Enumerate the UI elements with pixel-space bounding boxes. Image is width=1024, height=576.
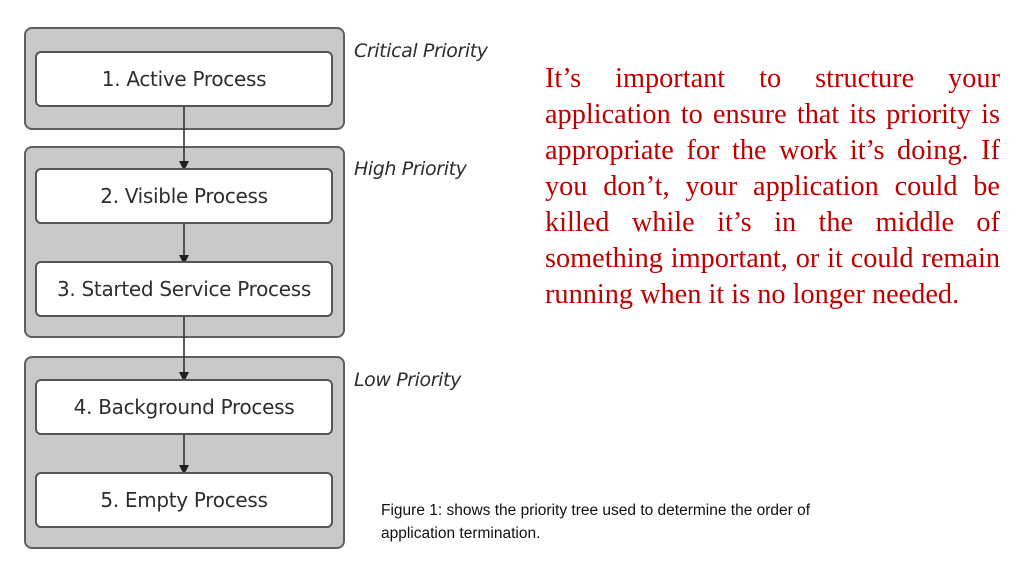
- node-active-process: 1. Active Process: [35, 51, 333, 107]
- low-priority-label: Low Priority: [354, 369, 461, 391]
- node-empty-process: 5. Empty Process: [35, 472, 333, 528]
- node-started-service-process: 3. Started Service Process: [35, 261, 333, 317]
- node-visible-process: 2. Visible Process: [35, 168, 333, 224]
- node-background-process: 4. Background Process: [35, 379, 333, 435]
- critical-priority-label: Critical Priority: [354, 40, 488, 62]
- description-text: It’s important to structure your application to ensure that its priority is appropriate for the work it’s doing. If you don’t, your application could be killed while it’s in the middle of something important, or it could remain running when it is no longer needed.: [545, 63, 1000, 310]
- figure-caption: Figure 1: shows the priority tree used to determine the order of application termination.: [381, 502, 811, 542]
- high-priority-label: High Priority: [354, 158, 467, 180]
